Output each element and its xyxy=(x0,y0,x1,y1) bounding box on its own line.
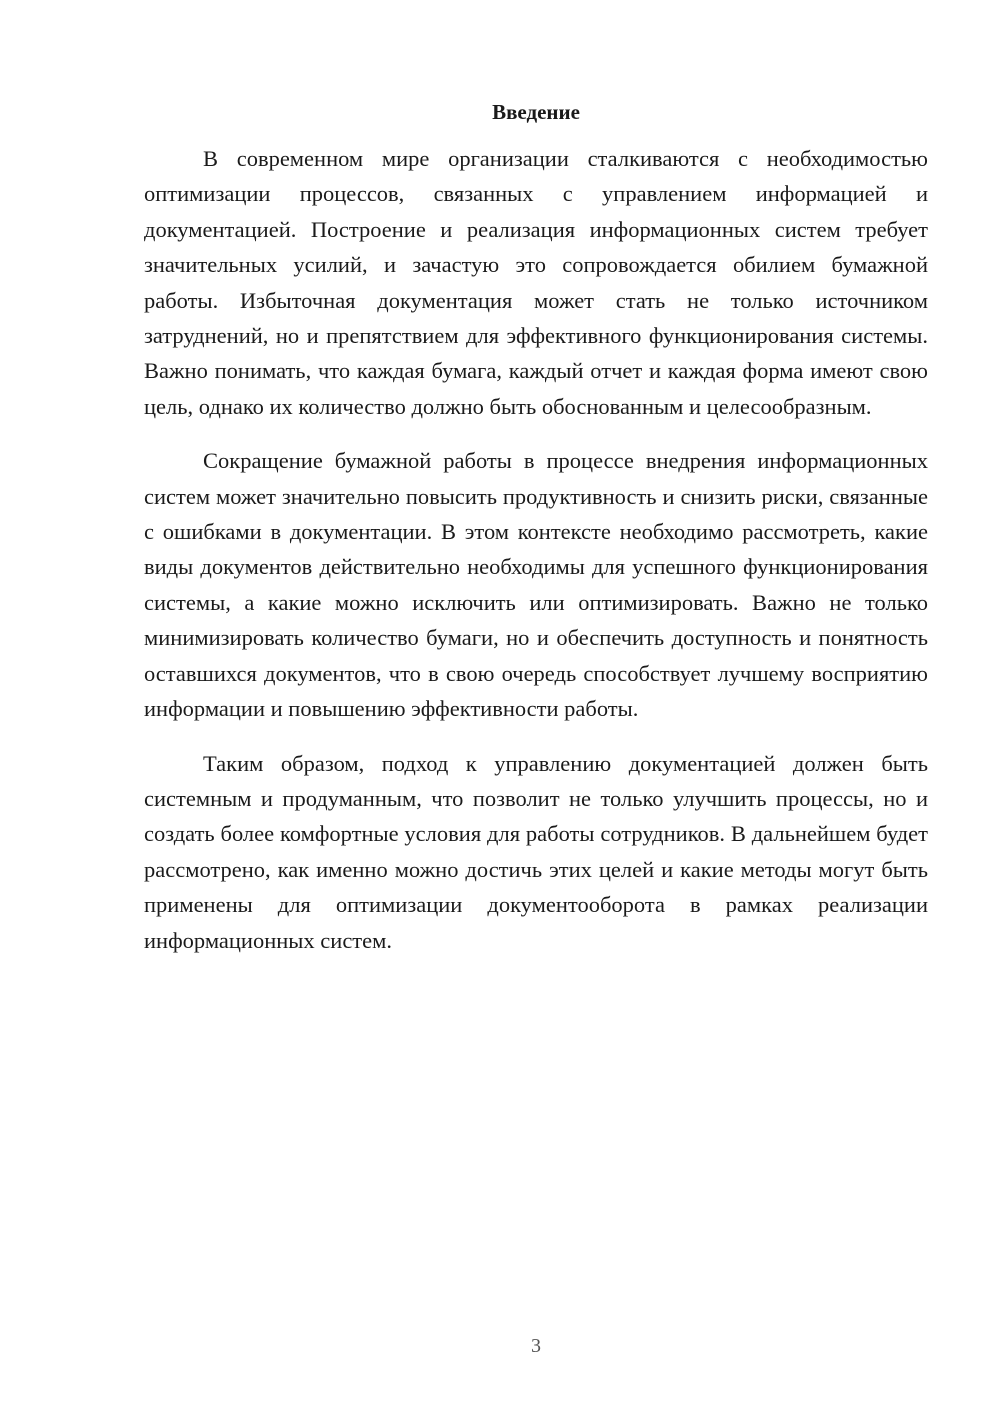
paragraph-3: Таким образом, подход к управлению документацией должен быть системным и продуманным, что позволит не только улучшить процессы, но и создать более комфортные условия для работы сотрудников. В дальнейшем будет рассмотрено, как именно можно достичь этих целей и какие методы могут быть применены для оптимизации документооборота в рамках реализации информационных систем. xyxy=(144,750,928,953)
body-text xyxy=(144,141,928,977)
section-heading: Введение xyxy=(492,100,580,124)
paragraph-2: Сокращение бумажной работы в процессе внедрения информационных систем может значительно повысить продуктивность и снизить риски, связанные с ошибками в документации. В этом контексте необходимо рассмотреть, какие виды документов действительно необходимы для успешного функционирования системы, а какие можно исключить или оптимизировать. Важно не только минимизировать количество бумаги, но и обеспечить доступность и понятность оставшихся документов, что в свою очередь способствует лучшему восприятию информации и повышению эффективности работы. xyxy=(144,448,928,722)
page-number: 3 xyxy=(531,1335,541,1357)
paragraph-1: В современном мире организации сталкиваются с необходимостью оптимизации процессов, связанных с управлением информацией и документацией. Построение и реализация информационных систем требует значительных усилий, и зачастую это сопровождается обилием бумажной работы. Избыточная документация может стать не только источником затруднений, но и препятствием для эффективного функционирования системы. Важно понимать, что каждая бумага, каждый отчет и каждая форма имеют свою цель, однако их количество должно быть обоснованным и целесообразным. xyxy=(144,146,928,419)
